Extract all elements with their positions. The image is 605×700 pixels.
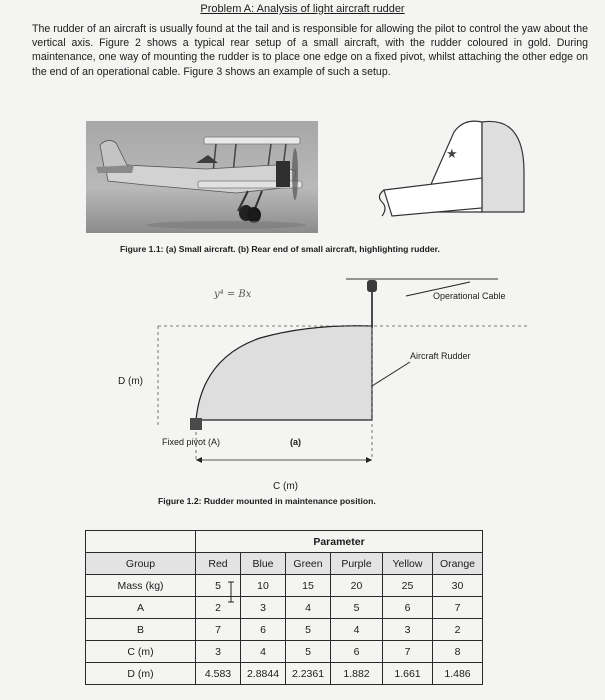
intro-paragraph: The rudder of an aircraft is usually found at the tail and is responsible for allowing the pilot to control the yaw about the vertical axis. Figure 2 shows a typical rear setup of a small aircraft, with the rudder coloured in gold. During maintenance, one way of mounting the rudder is to place one edge on a fixed pivot, whilst attaching the other edge on the end of an operational cable. Figure 3 shows an example of such a setup. <box>32 23 588 78</box>
table-cell: 3 <box>241 597 286 619</box>
row-label-cell: C (m) <box>86 641 196 663</box>
header-cell: Blue <box>241 553 286 575</box>
table-cell: 7 <box>433 597 483 619</box>
table-cell: 5 <box>196 575 241 597</box>
header-cell: Yellow <box>383 553 433 575</box>
table-cell: 6 <box>383 597 433 619</box>
parameter-header: Parameter <box>196 531 483 553</box>
row-label-cell: B <box>86 619 196 641</box>
table-row <box>86 663 483 685</box>
text-cursor-icon <box>227 580 235 604</box>
table-cell: 3 <box>383 619 433 641</box>
row-label-cell: D (m) <box>86 663 196 685</box>
table-cell: 8 <box>433 641 483 663</box>
table-cell: 15 <box>286 575 331 597</box>
table-cell: 2 <box>196 597 241 619</box>
table-cell: 1.661 <box>383 663 433 685</box>
table-cell: 4 <box>331 619 383 641</box>
aircraft-rudder-label: Aircraft Rudder <box>410 351 471 361</box>
fixed-pivot-label: Fixed pivot (A) <box>162 437 221 447</box>
table-cell: 5 <box>286 641 331 663</box>
tail-schematic <box>372 112 532 222</box>
figure-1-2-caption: Figure 1.2: Rudder mounted in maintenance position. <box>158 496 376 506</box>
curve-equation: y⁴ = Bx <box>214 289 252 300</box>
table-cell: 4 <box>241 641 286 663</box>
panel-label-a: (a) <box>290 437 301 447</box>
table-header-row <box>86 553 483 575</box>
table-cell: 2.2361 <box>286 663 331 685</box>
table-cell: 6 <box>241 619 286 641</box>
table-cell: 7 <box>383 641 433 663</box>
star-icon: ★ <box>446 146 458 161</box>
table-cell: 4 <box>286 597 331 619</box>
table-corner-cell <box>86 531 196 553</box>
table-cell: 10 <box>241 575 286 597</box>
header-cell: Red <box>196 553 241 575</box>
header-cell: Purple <box>331 553 383 575</box>
table-cell: 5 <box>331 597 383 619</box>
table-row <box>86 619 483 641</box>
table-cell: 3 <box>196 641 241 663</box>
table-row <box>86 575 483 597</box>
aircraft-photo <box>86 121 318 233</box>
table-cell: 4.583 <box>196 663 241 685</box>
c-dimension-label: C (m) <box>273 481 298 492</box>
table-cell: 2.8844 <box>241 663 286 685</box>
header-cell: Green <box>286 553 331 575</box>
figure-1-1-caption: Figure 1.1: (a) Small aircraft. (b) Rear end of small aircraft, highlighting rudder. <box>120 244 440 254</box>
table-cell: 7 <box>196 619 241 641</box>
parameter-table <box>85 530 483 685</box>
operational-cable-label: Operational Cable <box>433 291 506 301</box>
table-cell: 1.882 <box>331 663 383 685</box>
table-cell: 2 <box>433 619 483 641</box>
table-row <box>86 597 483 619</box>
d-dimension-label: D (m) <box>118 376 143 387</box>
table-cell: 6 <box>331 641 383 663</box>
header-cell: Group <box>86 553 196 575</box>
header-cell: Orange <box>433 553 483 575</box>
table-cell: 1.486 <box>433 663 483 685</box>
table-cell: 30 <box>433 575 483 597</box>
table-cell: 20 <box>331 575 383 597</box>
table-cell: 25 <box>383 575 433 597</box>
table-cell: 5 <box>286 619 331 641</box>
problem-heading: Problem A: Analysis of light aircraft rudder <box>200 3 405 15</box>
row-label-cell: Mass (kg) <box>86 575 196 597</box>
table-row <box>86 641 483 663</box>
row-label-cell: A <box>86 597 196 619</box>
